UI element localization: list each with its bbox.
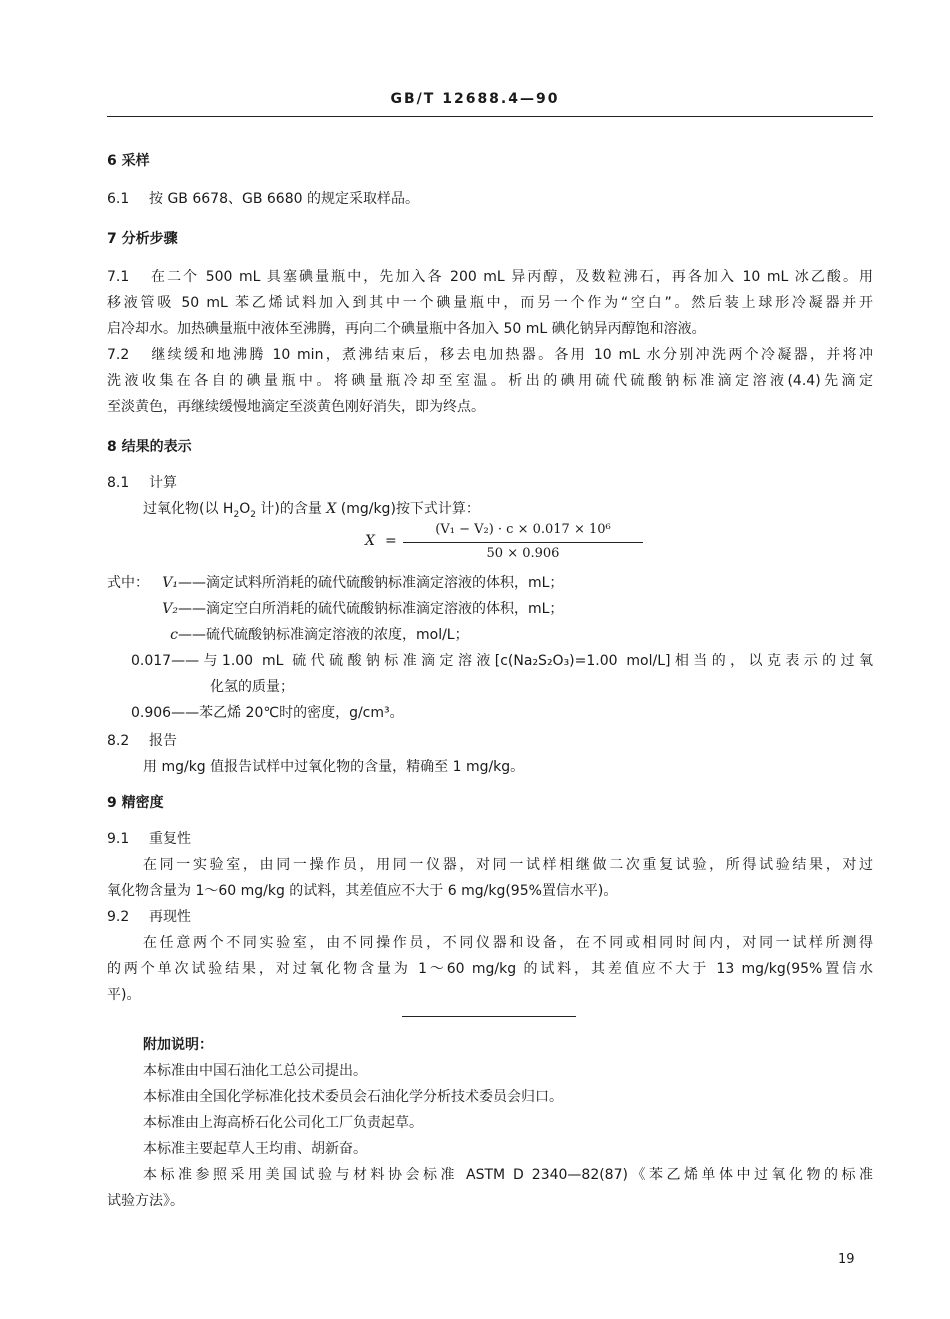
clause-number: 9.1 bbox=[107, 831, 130, 847]
clause-number: 7.2 bbox=[107, 347, 130, 363]
clause-title: 再现性 bbox=[149, 909, 191, 925]
intro-text: 过氧化物(以 H bbox=[143, 501, 234, 517]
section-8-heading: 8 结果的表示 bbox=[107, 439, 192, 455]
reproducibility-line-3: 平)。 bbox=[107, 987, 141, 1003]
definition-0906 bbox=[131, 702, 404, 722]
intro-text: 计)的含量 bbox=[255, 501, 327, 517]
formula-denominator: 50 × 0.906 bbox=[486, 546, 560, 561]
appendix-reference-line-2: 试验方法》。 bbox=[107, 1193, 184, 1209]
clause-text: 按 GB 6678、GB 6680 的规定采取样品。 bbox=[149, 191, 419, 207]
clause-8-1 bbox=[107, 472, 177, 492]
paragraph-line: 继续缓和地沸腾 10 min，煮沸结束后，移去电加热器。各用 10 mL 水分别冲洗两个冷凝器，并将冲 bbox=[149, 347, 873, 363]
definition-c bbox=[150, 624, 469, 644]
repeatability-line-1: 在同一实验室，由同一操作员，用同一仪器，对同一试样相继做二次重复试验，所得试验结果，对过 bbox=[143, 857, 873, 873]
where-label: 式中： bbox=[107, 575, 149, 591]
definition-text: ——滴定空白所消耗的硫代硫酸钠标准滴定溶液的体积，mL； bbox=[178, 601, 564, 617]
fraction-bar bbox=[403, 542, 643, 543]
clause-number: 6.1 bbox=[107, 191, 130, 207]
definition-0017-line-2: 化氢的质量； bbox=[210, 679, 294, 695]
clause-number: 7.1 bbox=[107, 269, 130, 285]
section-divider bbox=[402, 1016, 576, 1017]
formula-numerator: (V₁ − V₂) · c × 0.017 × 10⁶ bbox=[435, 522, 611, 537]
clause-7-2-line-1 bbox=[107, 344, 873, 364]
standard-number-header: GB/T 12688.4—90 bbox=[390, 91, 560, 107]
subscript: 2 bbox=[250, 509, 256, 520]
clause-title: 计算 bbox=[149, 475, 177, 491]
peroxide-formula bbox=[365, 522, 665, 566]
definition-symbol: 0.017 bbox=[131, 653, 172, 669]
clause-title: 重复性 bbox=[149, 831, 191, 847]
section-9-heading: 9 精密度 bbox=[107, 795, 164, 811]
clause-8-2 bbox=[107, 730, 177, 750]
definition-text: ——滴定试料所消耗的硫代硫酸钠标准滴定溶液的体积，mL； bbox=[178, 575, 564, 591]
definition-symbol: 0.906 bbox=[131, 705, 172, 721]
clause-6-1 bbox=[107, 188, 419, 208]
clause-number: 8.1 bbox=[107, 475, 130, 491]
intro-text: O bbox=[239, 501, 251, 517]
section-6-heading: 6 采样 bbox=[107, 153, 150, 169]
header-rule bbox=[107, 116, 873, 117]
clause-7-1-line-1 bbox=[107, 266, 873, 286]
paragraph-line: 在二个 500 mL 具塞碘量瓶中，先加入各 200 mL 异丙醇，及数粒沸石，再各加入 10 mL 冰乙酸。用 bbox=[149, 269, 873, 285]
definition-text: ——苯乙烯 20℃时的密度，g/cm³。 bbox=[171, 705, 404, 721]
clause-9-2 bbox=[107, 906, 191, 926]
appendix-line: 本标准由上海高桥石化公司化工厂负责起草。 bbox=[143, 1115, 423, 1131]
clause-7-2-line-3: 至淡黄色，再继续缓慢地滴定至淡黄色刚好消失，即为终点。 bbox=[107, 399, 485, 415]
clause-number: 8.2 bbox=[107, 733, 130, 749]
clause-7-2-line-2: 洗液收集在各自的碘量瓶中。将碘量瓶冷却至室温。析出的碘用硫代硫酸钠标准滴定溶液(4.4)先滴定 bbox=[107, 373, 873, 389]
definition-symbol: c bbox=[170, 627, 178, 643]
clause-7-1-line-3: 启冷却水。加热碘量瓶中液体至沸腾，再向二个碘量瓶中各加入 50 mL 碘化钠异丙醇饱和溶液。 bbox=[107, 321, 706, 337]
appendix-title: 附加说明： bbox=[143, 1037, 213, 1053]
section-7-heading: 7 分析步骤 bbox=[107, 231, 178, 247]
definition-v2 bbox=[150, 598, 563, 618]
intro-text: (mg/kg)按下式计算： bbox=[336, 501, 480, 517]
appendix-reference-line-1: 本标准参照采用美国试验与材料协会标准 ASTM D 2340—82(87)《苯乙烯单体中过氧化物的标准 bbox=[143, 1167, 873, 1183]
definition-v1 bbox=[150, 572, 563, 592]
repeatability-line-2: 氧化物含量为 1～60 mg/kg 的试料，其差值应不大于 6 mg/kg(95%置信水平)。 bbox=[107, 883, 618, 899]
report-text: 用 mg/kg 值报告试样中过氧化物的含量，精确至 1 mg/kg。 bbox=[143, 759, 525, 775]
appendix-line: 本标准主要起草人王均甫、胡新奋。 bbox=[143, 1141, 367, 1157]
calculation-intro bbox=[143, 498, 480, 520]
formula-equals: = bbox=[385, 533, 397, 549]
reproducibility-line-1: 在任意两个不同实验室，由不同操作员，不同仪器和设备，在不同或相同时间内，对同一试样所测得 bbox=[143, 935, 873, 951]
clause-number: 9.2 bbox=[107, 909, 130, 925]
definition-text: ——与1.00 mL 硫代硫酸钠标准滴定溶液[c(Na₂S₂O₃)=1.00 mol/L]相当的，以克表示的过氧 bbox=[171, 653, 873, 669]
definition-0017-line-1 bbox=[131, 650, 873, 670]
clause-7-1-line-2: 移液管吸 50 mL 苯乙烯试料加入到其中一个碘量瓶中，而另一个作为“空白”。然后装上球形冷凝器并开 bbox=[107, 295, 873, 311]
appendix-line: 本标准由全国化学标准化技术委员会石油化学分析技术委员会归口。 bbox=[143, 1089, 563, 1105]
variable: X bbox=[326, 501, 337, 517]
definition-text: ——硫代硫酸钠标准滴定溶液的浓度，mol/L； bbox=[178, 627, 469, 643]
clause-title: 报告 bbox=[149, 733, 177, 749]
definition-symbol: V₂ bbox=[162, 601, 178, 617]
reproducibility-line-2: 的两个单次试验结果，对过氧化物含量为 1～60 mg/kg 的试料，其差值应不大于 13 mg/kg(95%置信水 bbox=[107, 961, 873, 977]
subscript: 2 bbox=[233, 509, 240, 520]
definition-symbol: V₁ bbox=[162, 575, 178, 591]
clause-9-1 bbox=[107, 828, 191, 848]
page-number: 19 bbox=[838, 1252, 855, 1267]
appendix-line: 本标准由中国石油化工总公司提出。 bbox=[143, 1063, 367, 1079]
formula-lhs: X bbox=[365, 533, 375, 549]
